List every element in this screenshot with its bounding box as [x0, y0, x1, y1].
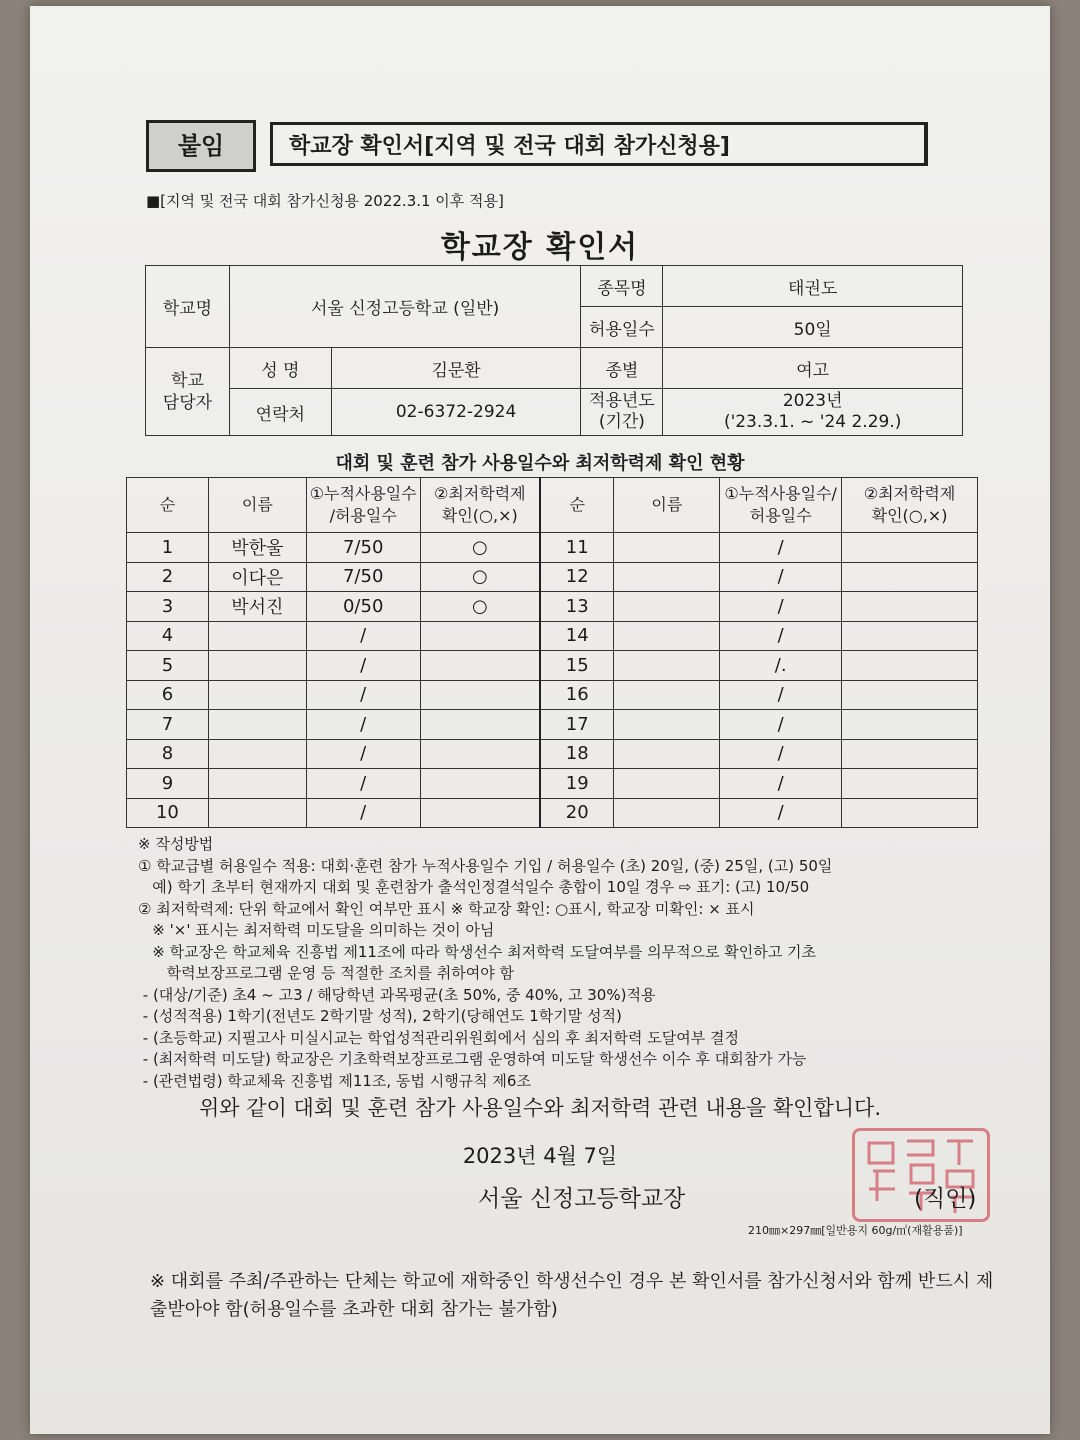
info-table [145, 265, 963, 436]
row-name [208, 651, 306, 681]
row-number: 19 [540, 769, 614, 799]
row-check [842, 680, 978, 710]
row-name [614, 621, 720, 651]
row-number: 18 [540, 739, 614, 769]
table-row [127, 533, 978, 563]
row-check [842, 592, 978, 622]
row-used-days: / [306, 739, 420, 769]
row-name [614, 710, 720, 740]
year-cell [663, 389, 963, 436]
note-line: - (성적적용) 1학기(전년도 2학기말 성적), 2학기(당해연도 1학기말 성적) [138, 1007, 622, 1025]
table-row [127, 680, 978, 710]
row-used-days: / [720, 562, 842, 592]
event-value: 태권도 [663, 266, 963, 307]
row-number: 2 [127, 562, 209, 592]
attachment-tag: 붙임 [146, 120, 256, 172]
table-row [127, 651, 978, 681]
event-label: 종목명 [581, 266, 663, 307]
manager-label: 학교 담당자 [146, 348, 230, 436]
col-check: ②최저학력제 확인(○,×) [420, 478, 540, 533]
row-number: 8 [127, 739, 209, 769]
school-label: 학교명 [146, 266, 230, 348]
row-used-days: 7/50 [306, 533, 420, 563]
row-check [842, 798, 978, 828]
subheader: ■[지역 및 전국 대회 참가신청용 2022.3.1 이후 적용] [146, 192, 504, 210]
row-number: 17 [540, 710, 614, 740]
col-no: 순 [127, 478, 209, 533]
row-used-days: 7/50 [306, 562, 420, 592]
row-used-days: / [720, 710, 842, 740]
row-used-days: / [306, 651, 420, 681]
row-used-days: / [720, 739, 842, 769]
paper-spec: 210㎜×297㎜[일반용지 60g/㎡(재활용품)] [748, 1224, 963, 1237]
note-line: ※ 작성방법 [138, 835, 214, 853]
row-name: 박서진 [208, 592, 306, 622]
row-used-days: / [306, 621, 420, 651]
row-used-days: / [306, 798, 420, 828]
col-check-right: ②최저학력제 확인(○,×) [842, 478, 978, 533]
row-check [842, 562, 978, 592]
table-row [127, 592, 978, 622]
type-value: 여고 [663, 348, 963, 389]
row-used-days: / [306, 769, 420, 799]
row-check [842, 651, 978, 681]
note-line: - (관련법령) 학교체육 진흥법 제11조, 동법 시행규칙 제6조 [138, 1071, 531, 1090]
row-number: 6 [127, 680, 209, 710]
row-number: 16 [540, 680, 614, 710]
school-value: 서울 신정고등학교 (일반) [229, 266, 581, 348]
row-check [842, 739, 978, 769]
note-line: - (대상/기준) 초4 ~ 고3 / 해당학년 과목평균(초 50%, 중 40%, 고 30%)적용 [138, 985, 656, 1004]
row-name [208, 739, 306, 769]
row-check: ○ [420, 592, 540, 622]
row-name [614, 533, 720, 563]
note-line: - (최저학력 미도달) 학교장은 기초학력보장프로그램 운영하여 미도달 학생선수 이수 후 대회참가 가능 [138, 1050, 807, 1068]
row-number: 13 [540, 592, 614, 622]
row-number: 14 [540, 621, 614, 651]
row-used-days: / [720, 533, 842, 563]
row-number: 15 [540, 651, 614, 681]
note-line: ※ 학교장은 학교체육 진흥법 제11조에 따라 학생선수 최저학력 도달여부를 의무적으로 확인하고 기초 [138, 942, 817, 961]
row-name [614, 798, 720, 828]
row-name [614, 651, 720, 681]
row-name [614, 592, 720, 622]
row-number: 1 [127, 533, 209, 563]
row-used-days: / [306, 680, 420, 710]
name-label: 성 명 [229, 348, 331, 389]
row-check [420, 739, 540, 769]
seal-label: (직인) [914, 1186, 977, 1212]
row-check [420, 621, 540, 651]
status-table-body [127, 533, 978, 828]
days-value: 50일 [663, 307, 963, 348]
footer-note: ※ 대회를 주최/주관하는 단체는 학교에 재학중인 학생선수인 경우 본 확인서를 참가신청서와 함께 반드시 제출받아야 함(허용일수를 초과한 대회 참가는 불가함) [150, 1271, 994, 1320]
row-number: 12 [540, 562, 614, 592]
row-name [208, 710, 306, 740]
col-used-right: ①누적사용일수/ 허용일수 [720, 478, 842, 533]
row-check: ○ [420, 533, 540, 563]
row-name: 박한울 [208, 533, 306, 563]
table-row [127, 621, 978, 651]
row-number: 7 [127, 710, 209, 740]
row-name [208, 680, 306, 710]
row-used-days: 0/50 [306, 592, 420, 622]
row-name [614, 562, 720, 592]
row-number: 10 [127, 798, 209, 828]
note-line: ② 최저학력제: 단위 학교에서 확인 여부만 표시 ※ 학교장 확인: ○표시, 학교장 미확인: × 표시 [138, 899, 755, 918]
table-row [127, 739, 978, 769]
type-label: 종별 [581, 348, 663, 389]
row-name [614, 769, 720, 799]
year-value: 2023년 [782, 391, 843, 411]
document-heading: 학교장 확인서[지역 및 전국 대회 참가신청용] [270, 122, 928, 166]
note-line: - (초등학교) 지필고사 미실시교는 학업성적관리위원회에서 심의 후 최저학력 도달여부 결정 [138, 1028, 739, 1047]
row-used-days: /. [720, 651, 842, 681]
contact-label: 연락처 [229, 389, 331, 436]
row-check [420, 798, 540, 828]
row-used-days: / [720, 592, 842, 622]
row-check: ○ [420, 562, 540, 592]
row-check [420, 680, 540, 710]
row-check [842, 710, 978, 740]
row-used-days: / [306, 710, 420, 740]
contact-value: 02-6372-2924 [331, 389, 581, 436]
note-line: ① 학교급별 허용일수 적용: 대회·훈련 참가 누적사용일수 기입 / 허용일수 (초) 20일, (중) 25일, (고) 50일 [138, 856, 833, 875]
row-check [420, 710, 540, 740]
table-row [127, 562, 978, 592]
row-check [842, 621, 978, 651]
table-row [127, 710, 978, 740]
row-name [614, 739, 720, 769]
name-value: 김문환 [331, 348, 581, 389]
document-title: 학교장 확인서 [440, 230, 640, 265]
row-check [420, 769, 540, 799]
period-value: ('23.3.1. ~ '24 2.29.) [723, 412, 902, 432]
col-used: ①누적사용일수 /허용일수 [306, 478, 420, 533]
row-check [842, 769, 978, 799]
table-row [127, 769, 978, 799]
row-name [208, 621, 306, 651]
row-number: 4 [127, 621, 209, 651]
table-row [127, 798, 978, 828]
row-number: 5 [127, 651, 209, 681]
row-check [420, 651, 540, 681]
row-used-days: / [720, 769, 842, 799]
row-check [842, 533, 978, 563]
note-line: 학력보장프로그램 운영 등 적절한 조치를 취하여야 함 [138, 964, 514, 982]
confirm-statement: 위와 같이 대회 및 훈련 참가 사용일수와 최저학력 관련 내용을 확인합니다. [198, 1096, 881, 1120]
row-number: 3 [127, 592, 209, 622]
row-name [614, 680, 720, 710]
row-name [208, 769, 306, 799]
status-table [126, 477, 978, 828]
issue-date: 2023년 4월 7일 [462, 1144, 618, 1168]
row-used-days: / [720, 621, 842, 651]
note-line: 예) 학기 초부터 현재까지 대회 및 훈련참가 출석인정결석일수 총합이 10일 경우 ⇨ 표기: (고) 10/50 [138, 878, 810, 896]
row-used-days: / [720, 798, 842, 828]
row-used-days: / [720, 680, 842, 710]
note-line: ※ '×' 표시는 최저학력 미도달을 의미하는 것이 아님 [138, 921, 495, 939]
row-name [208, 798, 306, 828]
days-label: 허용일수 [581, 307, 663, 348]
status-table-title: 대회 및 훈련 참가 사용일수와 최저학력제 확인 현황 [335, 453, 745, 474]
row-number: 20 [540, 798, 614, 828]
col-name-right: 이름 [614, 478, 720, 533]
principal-name: 서울 신정고등학교장 [478, 1186, 686, 1212]
row-number: 9 [127, 769, 209, 799]
row-name: 이다은 [208, 562, 306, 592]
writing-notes [138, 834, 988, 1092]
year-label: 적용년도 (기간) [581, 389, 663, 436]
col-name: 이름 [208, 478, 306, 533]
row-number: 11 [540, 533, 614, 563]
col-no-right: 순 [540, 478, 614, 533]
